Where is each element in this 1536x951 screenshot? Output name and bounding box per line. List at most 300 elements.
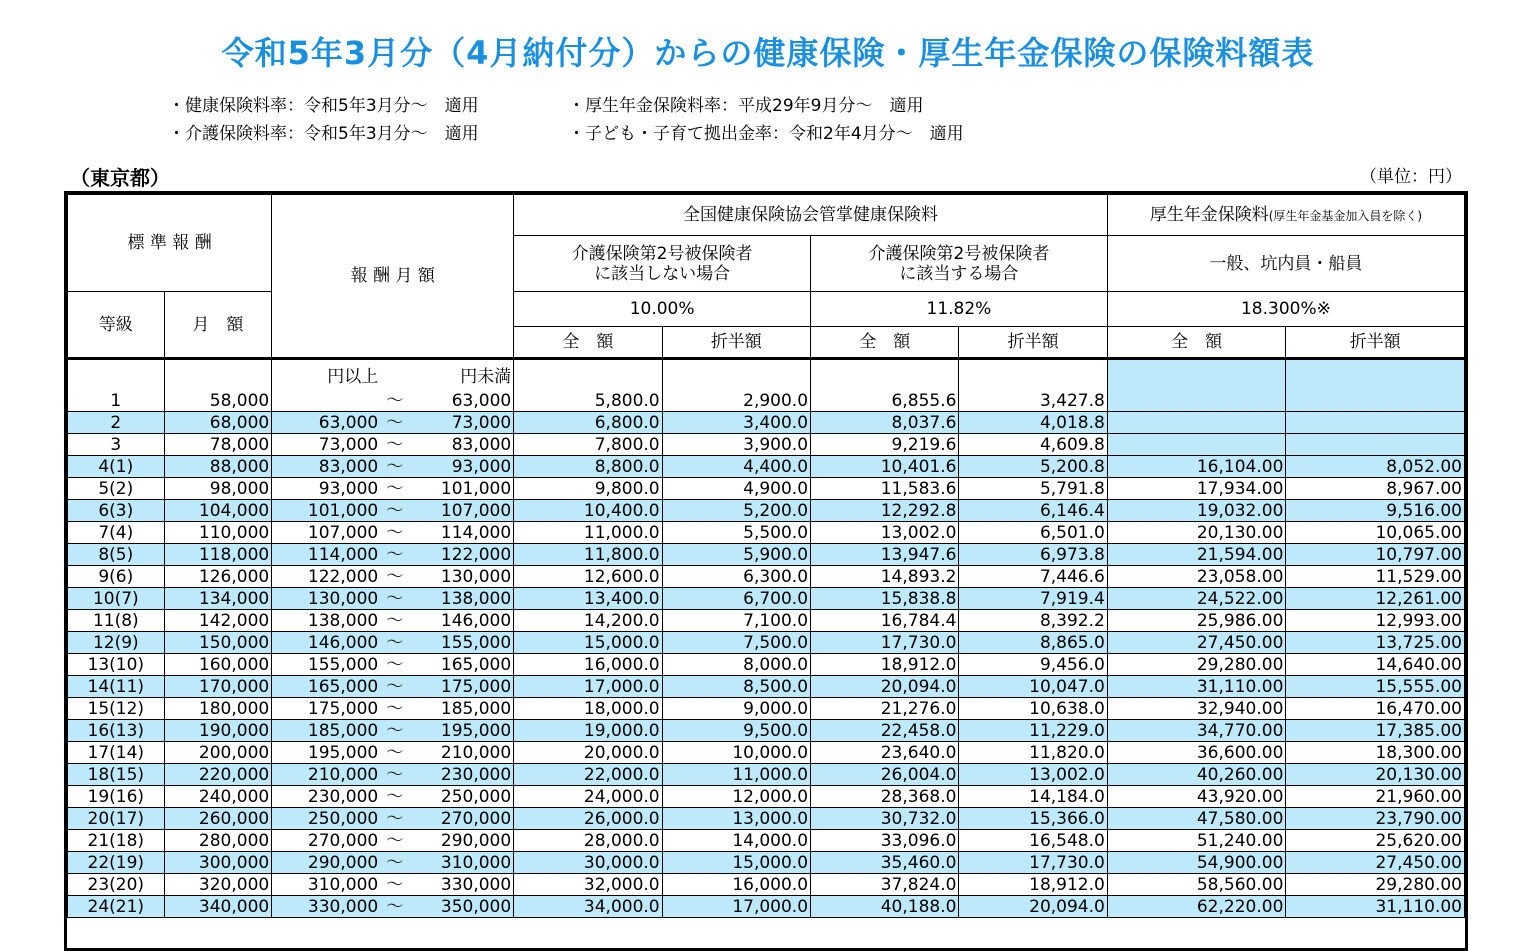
health-full-cell: 5,800.0 (514, 390, 662, 412)
grade-cell: 17(14) (68, 742, 165, 764)
health-full-cell: 11,000.0 (514, 522, 662, 544)
pension-full-cell: 16,104.00 (1107, 456, 1286, 478)
range-from: 210,000 (307, 764, 379, 785)
monthly-cell: 190,000 (164, 720, 272, 742)
range-tilde: ～ (386, 566, 404, 587)
care-full-cell: 28,368.0 (811, 786, 959, 808)
monthly-cell: 104,000 (164, 500, 272, 522)
care-half-cell: 5,791.8 (959, 478, 1107, 500)
pension-full-cell: 23,058.00 (1107, 566, 1286, 588)
range-to: 155,000 (440, 632, 512, 653)
care-half-cell: 7,446.6 (959, 566, 1107, 588)
health-half-cell: 7,100.0 (662, 610, 810, 632)
care-half-cell: 10,638.0 (959, 698, 1107, 720)
monthly-cell: 98,000 (164, 478, 272, 500)
standard-pay-header: 標 準 報 酬 (68, 195, 272, 292)
range-cell (272, 566, 514, 588)
health-full-cell: 16,000.0 (514, 654, 662, 676)
range-from: 185,000 (307, 720, 379, 741)
grade-cell: 7(4) (68, 522, 165, 544)
monthly-cell: 142,000 (164, 610, 272, 632)
range-from: 230,000 (307, 786, 379, 807)
range-tilde: ～ (386, 830, 404, 851)
care-half-cell: 17,730.0 (959, 852, 1107, 874)
health-half-cell: 9,000.0 (662, 698, 810, 720)
health-half-cell: 8,500.0 (662, 676, 810, 698)
range-tilde: ～ (386, 764, 404, 785)
health-half-cell: 4,400.0 (662, 456, 810, 478)
health-full-cell: 11,800.0 (514, 544, 662, 566)
pension-half-cell: 18,300.00 (1286, 742, 1465, 764)
range-from: 310,000 (307, 874, 379, 895)
care-half-cell: 4,609.8 (959, 434, 1107, 456)
health-full-cell: 28,000.0 (514, 830, 662, 852)
care-half-cell: 20,094.0 (959, 896, 1107, 918)
range-tilde: ～ (386, 500, 404, 521)
pension-half-cell (1286, 434, 1465, 456)
range-cell (272, 698, 514, 720)
grade-cell: 23(20) (68, 874, 165, 896)
monthly-cell: 150,000 (164, 632, 272, 654)
care-half-cell: 10,047.0 (959, 676, 1107, 698)
range-tilde: ～ (386, 434, 404, 455)
range-cell (272, 896, 514, 918)
pension-half-cell: 8,052.00 (1286, 456, 1465, 478)
pension-half-cell: 8,967.00 (1286, 478, 1465, 500)
table-row (68, 390, 1465, 412)
from-yen-label: 円以上 (327, 367, 379, 387)
range-to: 230,000 (440, 764, 512, 785)
range-to: 210,000 (440, 742, 512, 763)
care-full-cell: 18,912.0 (811, 654, 959, 676)
pension-half-cell: 10,065.00 (1286, 522, 1465, 544)
range-from: 155,000 (307, 654, 379, 675)
range-tilde: ～ (386, 412, 404, 433)
care-full-cell: 23,640.0 (811, 742, 959, 764)
pension-full-cell: 29,280.00 (1107, 654, 1286, 676)
range-cell (272, 786, 514, 808)
range-cell (272, 544, 514, 566)
care-half-cell: 8,392.2 (959, 610, 1107, 632)
range-from: 93,000 (318, 478, 379, 499)
to-yen-label: 円未満 (460, 367, 512, 387)
range-cell (272, 412, 514, 434)
monthly-header: 月 額 (164, 292, 272, 359)
monthly-cell: 58,000 (164, 390, 272, 412)
monthly-cell: 110,000 (164, 522, 272, 544)
monthly-cell: 320,000 (164, 874, 272, 896)
health-full-cell: 10,400.0 (514, 500, 662, 522)
range-tilde: ～ (386, 698, 404, 719)
care-half-cell: 15,366.0 (959, 808, 1107, 830)
pension-full-cell: 24,522.00 (1107, 588, 1286, 610)
range-from: 175,000 (307, 698, 379, 719)
range-tilde: ～ (386, 654, 404, 675)
range-to: 138,000 (440, 588, 512, 609)
pension-full-cell: 17,934.00 (1107, 478, 1286, 500)
c-full-header: 全 額 (811, 327, 959, 359)
health-full-cell: 6,800.0 (514, 412, 662, 434)
care-half-cell: 7,919.4 (959, 588, 1107, 610)
health-half-cell: 5,500.0 (662, 522, 810, 544)
health-half-cell: 5,900.0 (662, 544, 810, 566)
range-from: 130,000 (307, 588, 379, 609)
h-half-header: 折半額 (662, 327, 810, 359)
grade-cell: 11(8) (68, 610, 165, 632)
table-row (68, 456, 1465, 478)
range-to: 250,000 (440, 786, 512, 807)
care-full-cell: 35,460.0 (811, 852, 959, 874)
p-full-header: 全 額 (1107, 327, 1286, 359)
table-body (68, 390, 1465, 918)
care-half-cell: 13,002.0 (959, 764, 1107, 786)
table-row (68, 610, 1465, 632)
care-half-cell: 9,456.0 (959, 654, 1107, 676)
range-to: 310,000 (440, 852, 512, 873)
monthly-cell: 170,000 (164, 676, 272, 698)
care-half-cell: 11,229.0 (959, 720, 1107, 742)
pension-half-cell: 11,529.00 (1286, 566, 1465, 588)
range-tilde: ～ (386, 632, 404, 653)
care-full-cell: 11,583.6 (811, 478, 959, 500)
table-row (68, 654, 1465, 676)
grade-cell: 21(18) (68, 830, 165, 852)
table-row (68, 544, 1465, 566)
range-from: 165,000 (307, 676, 379, 697)
monthly-cell: 126,000 (164, 566, 272, 588)
grade-cell: 16(13) (68, 720, 165, 742)
page-title: 令和5年3月分（4月納付分）からの健康保険・厚生年金保険の保険料額表 (221, 34, 1315, 72)
health-half-cell: 16,000.0 (662, 874, 810, 896)
monthly-cell: 280,000 (164, 830, 272, 852)
health-full-cell: 17,000.0 (514, 676, 662, 698)
health-half-cell: 8,000.0 (662, 654, 810, 676)
pension-full-cell: 58,560.00 (1107, 874, 1286, 896)
care-full-cell: 26,004.0 (811, 764, 959, 786)
pension-full-cell: 47,580.00 (1107, 808, 1286, 830)
pension-half-cell: 29,280.00 (1286, 874, 1465, 896)
table-row (68, 566, 1465, 588)
care-full-cell: 33,096.0 (811, 830, 959, 852)
care-full-cell: 10,401.6 (811, 456, 959, 478)
care-full-cell: 9,219.6 (811, 434, 959, 456)
h-full-header: 全 額 (514, 327, 662, 359)
health-half-cell: 17,000.0 (662, 896, 810, 918)
health-half-cell: 6,300.0 (662, 566, 810, 588)
care-full-cell: 37,824.0 (811, 874, 959, 896)
pension-half-cell: 10,797.00 (1286, 544, 1465, 566)
range-tilde: ～ (386, 874, 404, 895)
range-from: 83,000 (318, 456, 379, 477)
range-to: 270,000 (440, 808, 512, 829)
rate-no-care: 10.00% (514, 292, 811, 327)
table-row (68, 412, 1465, 434)
grade-cell: 2 (68, 412, 165, 434)
monthly-cell: 160,000 (164, 654, 272, 676)
range-cell (272, 434, 514, 456)
range-from: 107,000 (307, 522, 379, 543)
pension-full-cell: 51,240.00 (1107, 830, 1286, 852)
health-full-cell: 24,000.0 (514, 786, 662, 808)
care-line2: に該当する場合 (899, 263, 1019, 284)
range-tilde: ～ (386, 852, 404, 873)
monthly-cell: 340,000 (164, 896, 272, 918)
monthly-cell: 88,000 (164, 456, 272, 478)
pension-half-cell: 9,516.00 (1286, 500, 1465, 522)
range-to: 63,000 (451, 390, 512, 411)
care-half-cell: 11,820.0 (959, 742, 1107, 764)
monthly-cell: 134,000 (164, 588, 272, 610)
premium-table-frame (64, 191, 1468, 951)
range-to: 165,000 (440, 654, 512, 675)
range-from: 290,000 (307, 852, 379, 873)
health-half-cell: 7,500.0 (662, 632, 810, 654)
grade-cell: 5(2) (68, 478, 165, 500)
care-half-cell: 5,200.8 (959, 456, 1107, 478)
range-from: 63,000 (318, 412, 379, 433)
table-row (68, 676, 1465, 698)
range-cell (272, 720, 514, 742)
kosei-title: 厚生年金保険料 (1149, 204, 1269, 225)
range-cell (272, 610, 514, 632)
table-row (68, 522, 1465, 544)
prefecture-label: （東京都） (70, 166, 170, 190)
health-half-cell: 15,000.0 (662, 852, 810, 874)
health-half-cell: 6,700.0 (662, 588, 810, 610)
range-cell (272, 478, 514, 500)
pension-full-cell: 19,032.00 (1107, 500, 1286, 522)
range-tilde: ～ (386, 742, 404, 763)
range-from: 114,000 (307, 544, 379, 565)
health-full-cell: 22,000.0 (514, 764, 662, 786)
range-to: 114,000 (440, 522, 512, 543)
note-care-rate: ・介護保険料率：令和5年3月分～ 適用 (168, 124, 479, 144)
range-from: 330,000 (307, 896, 379, 917)
range-tilde: ～ (386, 588, 404, 609)
grade-header: 等級 (68, 292, 165, 359)
care-full-cell: 30,732.0 (811, 808, 959, 830)
table-row (68, 632, 1465, 654)
table-row (68, 786, 1465, 808)
table-row (68, 874, 1465, 896)
pension-half-cell: 12,993.00 (1286, 610, 1465, 632)
health-full-cell: 8,800.0 (514, 456, 662, 478)
pension-half-cell: 23,790.00 (1286, 808, 1465, 830)
table-row (68, 764, 1465, 786)
range-tilde: ～ (386, 456, 404, 477)
range-to: 330,000 (440, 874, 512, 895)
monthly-cell: 220,000 (164, 764, 272, 786)
grade-cell: 15(12) (68, 698, 165, 720)
pension-half-cell: 21,960.00 (1286, 786, 1465, 808)
range-tilde: ～ (386, 522, 404, 543)
kenpo-header: 全国健康保険協会管掌健康保険料 (514, 195, 1108, 236)
pension-half-cell: 14,640.00 (1286, 654, 1465, 676)
care-full-cell: 17,730.0 (811, 632, 959, 654)
range-from: 73,000 (318, 434, 379, 455)
health-full-cell: 18,000.0 (514, 698, 662, 720)
range-to: 185,000 (440, 698, 512, 719)
monthly-cell: 118,000 (164, 544, 272, 566)
range-from: 250,000 (307, 808, 379, 829)
grade-cell: 18(15) (68, 764, 165, 786)
pension-half-cell: 12,261.00 (1286, 588, 1465, 610)
range-from (274, 391, 378, 411)
note-health-rate: ・健康保険料率：令和5年3月分～ 適用 (168, 96, 479, 116)
care-full-cell: 21,276.0 (811, 698, 959, 720)
health-full-cell: 13,400.0 (514, 588, 662, 610)
unit-label: （単位：円） (1360, 167, 1462, 187)
kosei-note: (厚生年金基金加入員を除く) (1268, 208, 1423, 223)
grade-cell: 9(6) (68, 566, 165, 588)
care-full-cell: 6,855.6 (811, 390, 959, 412)
range-tilde: ～ (386, 896, 404, 917)
range-from: 101,000 (307, 500, 379, 521)
health-half-cell: 11,000.0 (662, 764, 810, 786)
range-tilde: ～ (386, 786, 404, 807)
pension-half-cell: 27,450.00 (1286, 852, 1465, 874)
grade-cell: 10(7) (68, 588, 165, 610)
range-cell (272, 522, 514, 544)
range-to: 83,000 (451, 434, 512, 455)
rate-notes (168, 92, 964, 148)
health-half-cell: 9,500.0 (662, 720, 810, 742)
health-full-cell: 14,200.0 (514, 610, 662, 632)
range-cell (272, 456, 514, 478)
pension-full-cell: 25,986.00 (1107, 610, 1286, 632)
pension-full-cell (1107, 412, 1286, 434)
pension-full-cell: 36,600.00 (1107, 742, 1286, 764)
table-row (68, 588, 1465, 610)
range-to: 130,000 (440, 566, 512, 587)
pension-half-cell: 25,620.00 (1286, 830, 1465, 852)
care-half-cell: 6,973.8 (959, 544, 1107, 566)
range-cell (272, 808, 514, 830)
grade-cell: 22(19) (68, 852, 165, 874)
care-half-cell: 6,501.0 (959, 522, 1107, 544)
p-half-header: 折半額 (1286, 327, 1465, 359)
care-half-cell: 4,018.8 (959, 412, 1107, 434)
monthly-cell: 78,000 (164, 434, 272, 456)
pension-full-cell: 62,220.00 (1107, 896, 1286, 918)
table-row (68, 742, 1465, 764)
range-tilde: ～ (386, 390, 404, 411)
pension-full-cell: 27,450.00 (1107, 632, 1286, 654)
range-from: 122,000 (307, 566, 379, 587)
grade-cell: 14(11) (68, 676, 165, 698)
care-half-cell: 3,427.8 (959, 390, 1107, 412)
table-row (68, 698, 1465, 720)
range-tilde: ～ (386, 610, 404, 631)
grade-cell: 8(5) (68, 544, 165, 566)
note-child-rate: ・子ども・子育て拠出金率：令和2年4月分～ 適用 (568, 124, 964, 144)
pension-half-cell: 15,555.00 (1286, 676, 1465, 698)
health-full-cell: 34,000.0 (514, 896, 662, 918)
care-half-cell: 8,865.0 (959, 632, 1107, 654)
care-full-cell: 40,188.0 (811, 896, 959, 918)
range-tilde: ～ (386, 676, 404, 697)
range-to: 175,000 (440, 676, 512, 697)
range-from: 146,000 (307, 632, 379, 653)
grade-cell: 19(16) (68, 786, 165, 808)
pension-half-cell: 20,130.00 (1286, 764, 1465, 786)
table-row (68, 808, 1465, 830)
care-header (811, 236, 1108, 292)
care-full-cell: 22,458.0 (811, 720, 959, 742)
range-cell (272, 764, 514, 786)
pension-full-cell: 34,770.00 (1107, 720, 1286, 742)
monthly-cell: 200,000 (164, 742, 272, 764)
range-to: 93,000 (451, 456, 512, 477)
health-full-cell: 12,600.0 (514, 566, 662, 588)
pension-full-cell: 40,260.00 (1107, 764, 1286, 786)
table-row (68, 830, 1465, 852)
pension-half-cell: 16,470.00 (1286, 698, 1465, 720)
range-tilde: ～ (386, 808, 404, 829)
pension-full-cell: 21,594.00 (1107, 544, 1286, 566)
grade-cell: 12(9) (68, 632, 165, 654)
pension-full-cell: 54,900.00 (1107, 852, 1286, 874)
grade-cell: 13(10) (68, 654, 165, 676)
care-full-cell: 13,947.6 (811, 544, 959, 566)
care-full-cell: 20,094.0 (811, 676, 959, 698)
pension-full-cell (1107, 434, 1286, 456)
range-cell (272, 742, 514, 764)
pension-full-cell: 43,920.00 (1107, 786, 1286, 808)
grade-cell: 3 (68, 434, 165, 456)
kosei-sub-header: 一般、坑内員・船員 (1107, 236, 1464, 292)
rate-care: 11.82% (811, 292, 1108, 327)
yen-label-row (68, 359, 1465, 391)
grade-cell: 6(3) (68, 500, 165, 522)
range-cell (272, 676, 514, 698)
care-full-cell: 8,037.6 (811, 412, 959, 434)
range-cell (272, 390, 514, 412)
range-from: 270,000 (307, 830, 379, 851)
pension-half-cell: 13,725.00 (1286, 632, 1465, 654)
c-half-header: 折半額 (959, 327, 1107, 359)
pension-full-cell: 32,940.00 (1107, 698, 1286, 720)
table-row (68, 434, 1465, 456)
care-full-cell: 16,784.4 (811, 610, 959, 632)
range-to: 101,000 (440, 478, 512, 499)
care-full-cell: 15,838.8 (811, 588, 959, 610)
range-cell (272, 830, 514, 852)
range-to: 122,000 (440, 544, 512, 565)
health-half-cell: 3,400.0 (662, 412, 810, 434)
range-to: 195,000 (440, 720, 512, 741)
pension-full-cell: 31,110.00 (1107, 676, 1286, 698)
monthly-pay-header: 報 酬 月 額 (272, 195, 514, 359)
range-cell (272, 654, 514, 676)
pension-half-cell (1286, 390, 1465, 412)
care-half-cell: 6,146.4 (959, 500, 1107, 522)
health-full-cell: 9,800.0 (514, 478, 662, 500)
rate-kosei: 18.300%※ (1107, 292, 1464, 327)
health-full-cell: 32,000.0 (514, 874, 662, 896)
range-to: 146,000 (440, 610, 512, 631)
care-full-cell: 13,002.0 (811, 522, 959, 544)
no-care-header (514, 236, 811, 292)
health-full-cell: 15,000.0 (514, 632, 662, 654)
health-half-cell: 14,000.0 (662, 830, 810, 852)
care-full-cell: 14,893.2 (811, 566, 959, 588)
range-cell (272, 852, 514, 874)
care-half-cell: 18,912.0 (959, 874, 1107, 896)
table-row (68, 896, 1465, 918)
care-line1: 介護保険第2号被保険者 (868, 243, 1050, 264)
grade-cell: 1 (68, 390, 165, 412)
